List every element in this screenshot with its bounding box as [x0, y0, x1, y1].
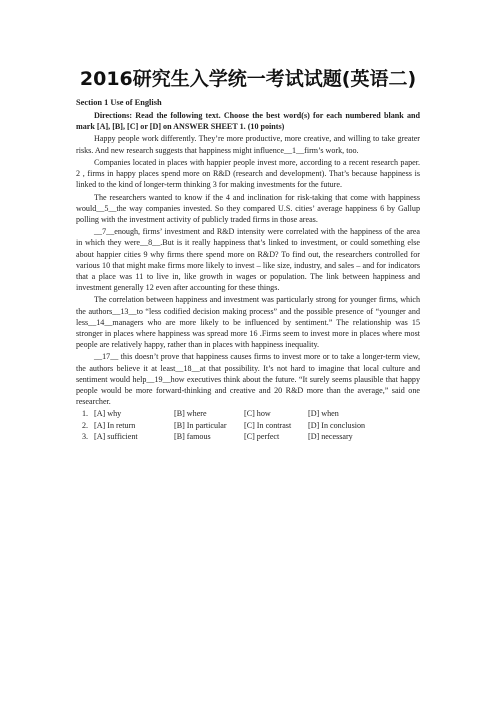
- option-number: 2.: [82, 420, 89, 430]
- option-d: [D] when: [308, 409, 339, 419]
- document-title: 2016研究生入学统一考试试题(英语二): [79, 68, 417, 90]
- option-row-1: [76, 408, 420, 419]
- option-c: [C] how: [244, 409, 271, 419]
- option-number: 3.: [82, 431, 89, 441]
- option-b: [B] famous: [174, 431, 211, 441]
- option-b: [B] where: [174, 409, 207, 419]
- option-row-2: [76, 420, 420, 431]
- option-c: [C] In contrast: [244, 420, 292, 430]
- option-a: [A] why: [94, 409, 122, 419]
- paragraph-6: __17__ this doesn’t prove that happiness causes firms to invest more or to take a longer-term view, the authors believe it at least__18__at that possibility. It’s not hard to imagine that local culture and sentiment would help__19__how executives think about the future. “It surely seems plausible that happy people would be more forward-thinking and creative and 20 R&D more than the average,” said one researcher.: [76, 352, 420, 406]
- answer-options: [76, 408, 420, 442]
- section-heading: Section 1 Use of English: [76, 98, 162, 107]
- paragraph-2: Companies located in places with happier people invest more, according to a recent research paper. 2 , firms in happy places spend more on R&D (research and development). That’s because happiness is linked to the kind of longer-term thinking 3 for making investments for the future.: [76, 157, 420, 190]
- paragraph-1: Happy people work differently. They’re more productive, more creative, and willing to take greater risks. And new research suggests that happiness might influence__1__firm’s work, too.: [76, 134, 420, 155]
- option-number: 1.: [82, 409, 89, 419]
- paragraph-3: The researchers wanted to know if the 4 and inclination for risk-taking that come with happiness would__5__the way companies invested. So they compared U.S. cities’ average happiness 6 by Gallup polling with the investment activity of publicly traded firms in those areas.: [76, 192, 420, 224]
- option-d: [D] In conclusion: [308, 420, 366, 430]
- option-a: [A] sufficient: [94, 431, 138, 441]
- option-c: [C] perfect: [244, 431, 280, 441]
- directions-text: Directions: Read the following text. Choose the best word(s) for each numbered blank and mark [A], [B], [C] or [D] on ANSWER SHEET 1. (10 points): [76, 111, 420, 132]
- document-body: [76, 97, 420, 442]
- paragraph-4: __7__enough, firms’ investment and R&D intensity were correlated with the happiness of the area in which they were__8__.But is it really happiness that’s linked to investment, or could something else about happier cities 9 why firms there spend more on R&D? To find out, the researchers controlled for various 10 that might make firms more likely to invest – like size, industry, and sales – and for indicators that a place was 11 to live in, like growth in wages or population. The link between happiness and investment generally 12 even after accounting for these things.: [76, 227, 420, 293]
- option-a: [A] In return: [94, 420, 136, 430]
- option-b: [B] In particular: [174, 420, 227, 430]
- paragraph-5: The correlation between happiness and investment was particularly strong for younger firms, which the authors__13__to “less codified decision making process” and the possible presence of “younger and less__14__managers who are more likely to be influenced by sentiment.” The relationship was 15 stronger in places where happiness was spread more 16 .Firms seem to invest more in places where most people are relatively happy, rather than in places with happiness inequality.: [76, 295, 420, 350]
- option-row-3: [76, 431, 420, 442]
- option-d: [D] necessary: [308, 431, 353, 441]
